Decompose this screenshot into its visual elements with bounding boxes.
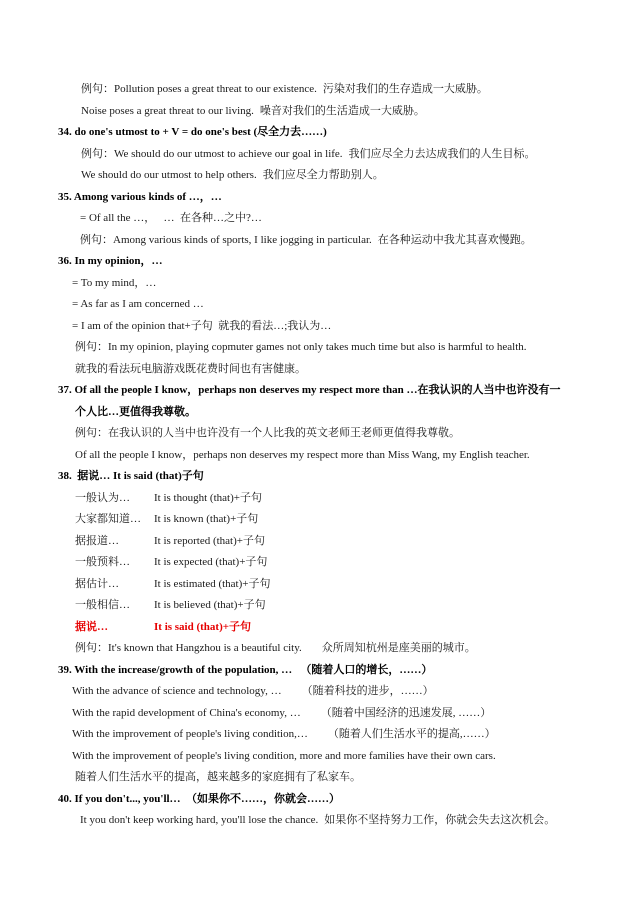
phrase-english: It is believed (that)+子句 xyxy=(154,599,266,611)
phrase-line xyxy=(72,684,434,698)
example-line xyxy=(81,104,425,118)
example-english: Of all the people I know，perhaps non deserves my respect more than Miss Wang, my English teacher. xyxy=(75,449,530,461)
section-heading-37-cont: 个人比…更值得我尊敬。 xyxy=(75,406,196,418)
phrase-english: With the advance of science and technology, … xyxy=(72,685,282,697)
phrase-english: It is thought (that)+子句 xyxy=(154,492,262,504)
example-chinese: 就我的看法玩电脑游戏既花费时间也有害健康。 xyxy=(75,363,306,375)
phrase-row xyxy=(75,555,475,569)
example-line xyxy=(75,641,476,655)
example-line xyxy=(80,813,555,827)
example-chinese: 污染对我们的生存造成一大威胁。 xyxy=(322,83,488,95)
example-english: It's known that Hangzhou is a beautiful city. xyxy=(108,642,302,654)
phrase-row-highlighted xyxy=(75,620,475,634)
example-chinese: 噪音对我们的生活造成一大威胁。 xyxy=(259,105,425,117)
section-heading-34: 34. do one's utmost to + V = do one's best (尽全力去……) xyxy=(58,126,327,138)
equivalent-expression: = To my mind，… xyxy=(72,277,157,289)
example-english: It you don't keep working hard, you'll lose the chance. xyxy=(80,814,319,826)
phrase-chinese: 一般相信… xyxy=(75,599,130,611)
example-label: 例句： xyxy=(75,427,108,439)
example-line xyxy=(80,233,532,247)
example-label: 例句： xyxy=(81,83,114,95)
phrase-row xyxy=(75,534,475,548)
phrase-english: With the rapid development of China's economy, … xyxy=(72,707,301,719)
example-line xyxy=(81,82,488,96)
phrase-line xyxy=(72,706,491,720)
example-line xyxy=(81,168,384,182)
example-label: 例句： xyxy=(80,234,113,246)
example-line xyxy=(75,426,460,440)
phrase-chinese: 一般预料… xyxy=(75,556,130,568)
phrase-line xyxy=(72,727,496,741)
example-chinese: 在各种运动中我尤其喜欢慢跑。 xyxy=(377,234,532,246)
section-heading-39: 39. With the increase/growth of the population, … （随着人口的增长，……） xyxy=(58,664,433,676)
phrase-english: With the improvement of people's living condition,… xyxy=(72,728,308,740)
example-english: Pollution poses a great threat to our existence. xyxy=(114,83,317,95)
section-heading-35: 35. Among various kinds of …，… xyxy=(58,191,222,203)
phrase-english: It is known (that)+子句 xyxy=(154,513,259,525)
phrase-chinese: （随着中国经济的迅速发展, ……） xyxy=(320,707,492,719)
example-label: 例句： xyxy=(75,642,108,654)
phrase-chinese: 据报道… xyxy=(75,535,119,547)
example-chinese: 在我认识的人当中也许没有一个人比我的英文老师王老师更值得我尊敬。 xyxy=(108,427,460,439)
phrase-row xyxy=(75,598,475,612)
phrase-row xyxy=(75,491,475,505)
section-heading-40: 40. If you don't..., you'll… （如果你不……，你就会……） xyxy=(58,793,341,805)
section-heading-36: 36. In my opinion，… xyxy=(58,255,163,267)
example-english: We should do our utmost to achieve our goal in life. xyxy=(114,148,343,160)
phrase-chinese: 一般认为… xyxy=(75,492,130,504)
example-english: With the improvement of people's living condition, more and more families have their own cars. xyxy=(72,750,496,762)
phrase-chinese: 据说… xyxy=(75,621,108,633)
phrase-english: It is said (that)+子句 xyxy=(154,621,252,633)
example-english: Among various kinds of sports, I like jogging in particular. xyxy=(113,234,372,246)
example-label: 例句： xyxy=(81,148,114,160)
example-english: We should do our utmost to help others. xyxy=(81,169,257,181)
example-chinese: 我们应尽全力去达成我们的人生目标。 xyxy=(348,148,536,160)
example-chinese: 我们应尽全力帮助别人。 xyxy=(262,169,384,181)
example-line xyxy=(81,147,536,161)
phrase-row xyxy=(75,577,475,591)
example-chinese: 随着人们生活水平的提高，越来越多的家庭拥有了私家车。 xyxy=(75,771,361,783)
phrase-chinese: （随着科技的进步，……） xyxy=(301,685,434,697)
equivalent-expression: = As far as I am concerned … xyxy=(72,298,204,310)
example-chinese: 如果你不坚持努力工作，你就会失去这次机会。 xyxy=(324,814,556,826)
phrase-chinese: （随着人们生活水平的提高,……） xyxy=(327,728,496,740)
equivalent-expression: = Of all the …， … 在各种…之中?… xyxy=(80,212,262,224)
section-heading-38: 38. 据说… It is said (that)子句 xyxy=(58,470,204,482)
example-english: Noise poses a great threat to our living. xyxy=(81,105,254,117)
example-line xyxy=(75,340,527,354)
equivalent-expression: = I am of the opinion that+子句 就我的看法…;我认为… xyxy=(72,320,332,332)
phrase-english: It is estimated (that)+子句 xyxy=(154,578,271,590)
phrase-english: It is expected (that)+子句 xyxy=(154,556,268,568)
phrase-english: It is reported (that)+子句 xyxy=(154,535,265,547)
phrase-chinese: 大家都知道… xyxy=(75,513,141,525)
example-chinese: 众所周知杭州是座美丽的城市。 xyxy=(321,642,476,654)
phrase-chinese: 据估计… xyxy=(75,578,119,590)
section-heading-37: 37. Of all the people I know，perhaps non deserves my respect more than …在我认识的人当中也许没有一 xyxy=(58,384,561,396)
example-english: In my opinion, playing copmuter games not only takes much time but also is harmful to health. xyxy=(108,341,527,353)
phrase-row xyxy=(75,512,475,526)
example-label: 例句： xyxy=(75,341,108,353)
